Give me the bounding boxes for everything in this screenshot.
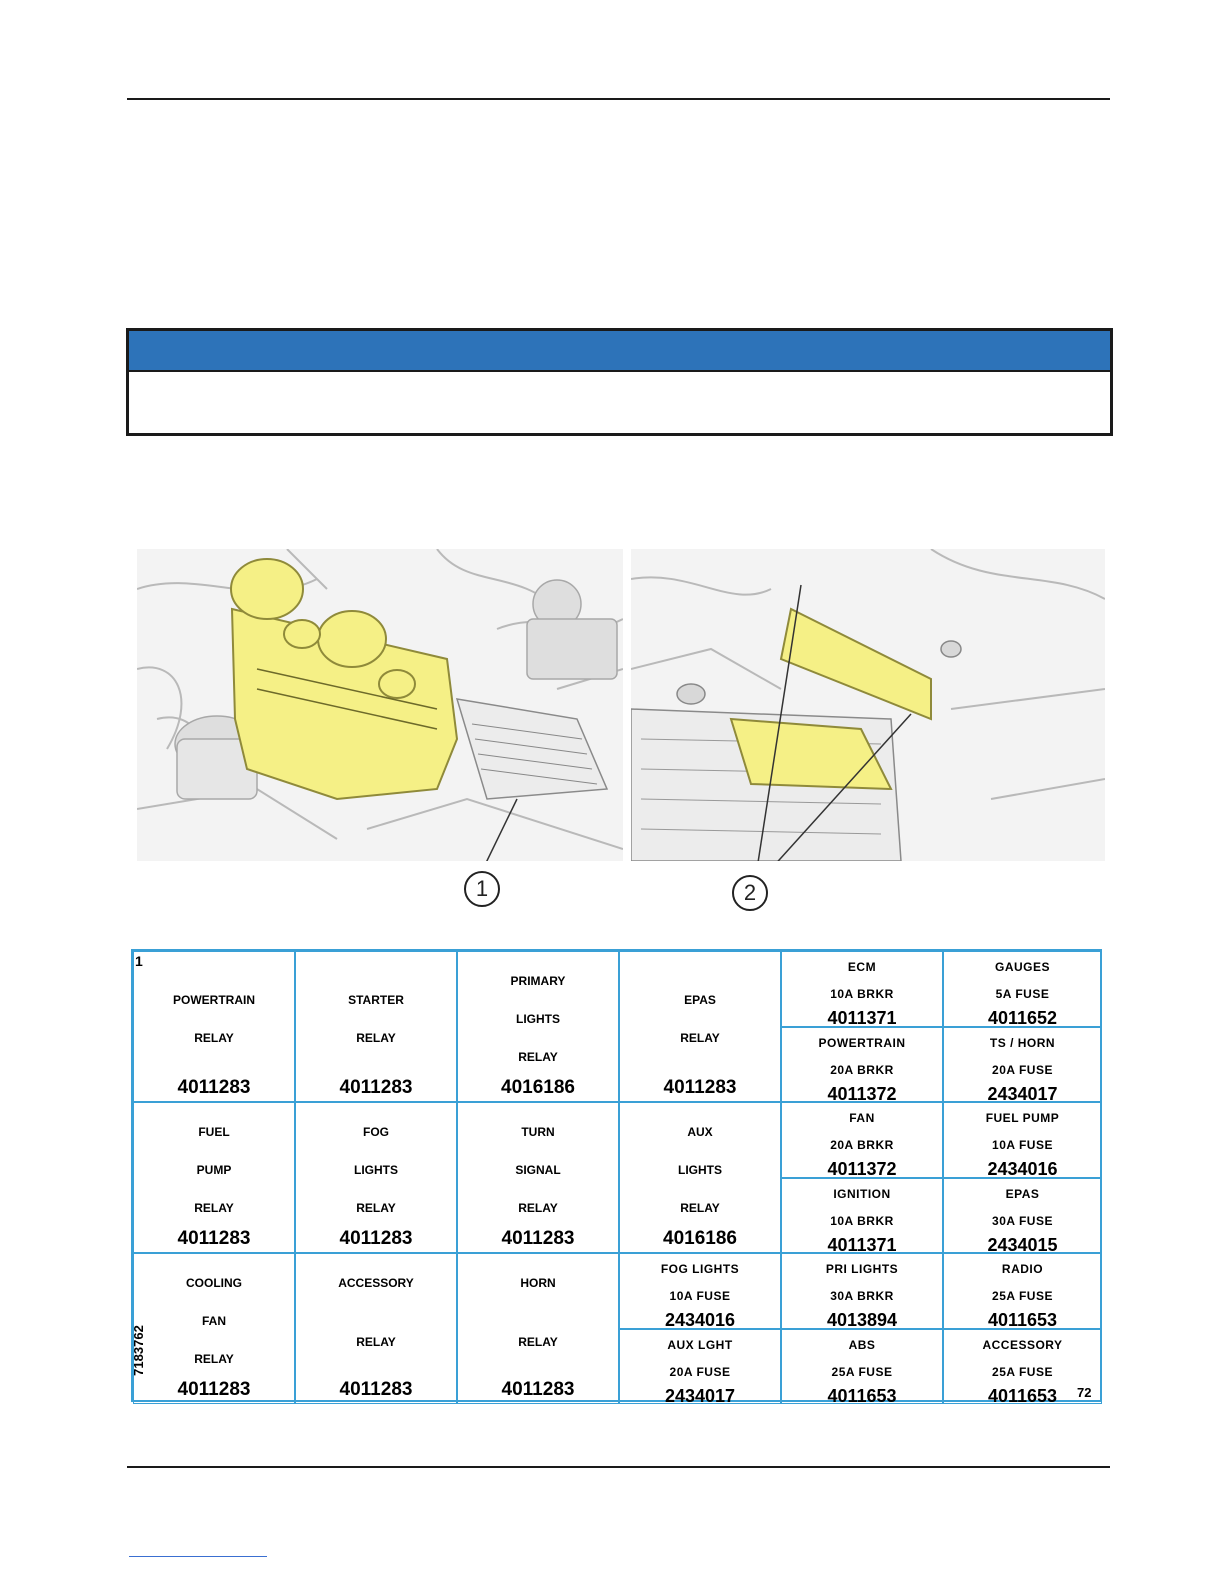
relay-cell [133,951,295,1102]
fuse-part-number: 4011372 [827,1083,897,1104]
panel-corner-label: 1 [135,953,143,969]
fuse-cell [781,1102,943,1178]
relay-name-line: RELAY [356,1201,396,1215]
fuse-rating: 25A FUSE [831,1364,893,1379]
fuse-name: FAN [849,1111,875,1125]
notice-header-bar [129,331,1110,372]
fuse-rating: 10A FUSE [992,1138,1053,1152]
relay-part-number: 4011283 [501,1228,575,1249]
relay-cell [130,1253,295,1404]
fuse-name: TS / HORN [989,1035,1056,1050]
fuse-cell [943,1329,1102,1405]
fuse-part-number: 4011371 [827,1234,897,1255]
fuse-part-number: 2434015 [987,1234,1058,1255]
fuse-cell [781,1027,943,1103]
fuse-name: ACCESSORY [982,1337,1063,1352]
relay-name-line: RELAY [194,1201,234,1215]
relay-cell [295,1102,457,1253]
fuse-name: ABS [848,1337,876,1352]
fuse-rating: 25A FUSE [992,1364,1053,1379]
fuse-rating: 10A BRKR [830,987,894,1001]
relay-part-number: 4016186 [663,1228,737,1249]
fuse-part-number: 2434016 [987,1159,1058,1179]
fuse-part-number: 2434017 [987,1083,1058,1104]
relay-cell [133,1102,295,1253]
relay-name-line: SIGNAL [515,1163,561,1177]
fuse-cell [943,951,1102,1027]
relay-name-line: PUMP [196,1163,232,1177]
relay-part-number: 4011283 [663,1077,737,1098]
fuse-cell [943,1027,1102,1103]
relay-name-line: RELAY [518,1201,558,1215]
relay-name-line: RELAY [356,1031,396,1045]
relay-name-line: FAN [202,1314,226,1328]
fuse-cell [781,1178,943,1254]
fuse-cell [943,1253,1102,1329]
fuse-cell [619,1329,781,1405]
footer-link-underline [129,1556,267,1557]
relay-part-number: 4011283 [177,1228,251,1249]
relay-part-number: 4011283 [177,1077,251,1098]
fuse-part-number: 4013894 [826,1310,898,1330]
fuse-cell [781,1329,943,1405]
relay-cell [295,1253,457,1404]
relay-cell [457,1102,619,1253]
relay-part-number: 4011283 [339,1228,413,1249]
relay-part-number: 4011283 [501,1379,575,1400]
relay-name-line: HORN [520,1276,556,1290]
fuse-part-number: 4011371 [827,1008,897,1028]
callout-1: 1 [464,871,500,907]
relay-name-line: RELAY [518,1050,558,1064]
relay-name-line: RELAY [356,1335,396,1349]
fuse-cell [943,1178,1102,1254]
fuse-cell [781,1253,943,1329]
relay-name-line: TURN [521,1125,555,1139]
fuse-part-number: 4011372 [827,1159,897,1179]
footer-rule [127,1466,1110,1468]
fuse-name: FOG LIGHTS [660,1262,740,1276]
relay-name-line: FOG [363,1125,389,1139]
relay-name-line: FUEL [198,1125,230,1139]
relay-name-line: POWERTRAIN [173,993,255,1007]
fuse-rating: 10A BRKR [830,1213,894,1228]
fuse-rating: 20A BRKR [830,1062,894,1077]
fuse-rating: 10A FUSE [669,1289,731,1303]
relay-name-line: ACCESSORY [338,1276,414,1290]
photo-fuse-box-cover [631,549,1105,861]
fuse-part-number: 2434017 [664,1385,736,1406]
fuse-cell [781,951,943,1027]
fuse-rating: 30A FUSE [992,1213,1053,1228]
relay-name-line: AUX [687,1125,713,1139]
notice-box [126,328,1113,436]
relay-name-line: COOLING [186,1276,242,1290]
fuse-panel-label-grid [130,949,1102,1406]
fuse-rating: 5A FUSE [995,987,1050,1001]
fuse-name: AUX LGHT [667,1337,733,1352]
fuse-part-number: 4011652 [987,1008,1058,1028]
fuse-part-number: 4011653 [987,1385,1058,1406]
relay-cell [457,951,619,1102]
relay-name-line: LIGHTS [678,1163,722,1177]
fuse-cell [943,1102,1102,1178]
fuse-part-number: 4011653 [987,1310,1058,1330]
photo-fuse-box-location [137,549,623,861]
callout-2: 2 [732,875,768,911]
relay-name-line: PRIMARY [510,974,566,988]
fuse-name: GAUGES [994,960,1050,974]
panel-side-code: 7183762 [130,1325,146,1376]
relay-name-line: STARTER [348,993,404,1007]
fuse-part-number: 4011653 [827,1385,897,1406]
fuse-name: RADIO [1001,1262,1044,1276]
relay-name-line: RELAY [680,1031,720,1045]
relay-name-line: RELAY [680,1201,720,1215]
panel-corner-code: 72 [1077,1385,1092,1400]
fuse-rating: 20A FUSE [992,1062,1053,1077]
relay-part-number: 4011283 [339,1379,413,1400]
header-rule [127,98,1110,100]
fuse-name: EPAS [1005,1186,1040,1201]
relay-part-number: 4011283 [339,1077,413,1098]
fuse-name: FUEL PUMP [985,1111,1060,1125]
fuse-name: ECM [847,960,877,974]
fuse-rating: 20A FUSE [669,1364,731,1379]
relay-part-number: 4016186 [501,1077,575,1098]
relay-part-number: 4011283 [177,1379,251,1400]
relay-cell [457,1253,619,1404]
relay-cell [619,1102,781,1253]
fuse-rating: 20A BRKR [830,1138,894,1152]
relay-name-line: RELAY [194,1031,234,1045]
fuse-part-number: 2434016 [664,1310,736,1330]
fuse-name: POWERTRAIN [818,1035,906,1050]
relay-name-line: LIGHTS [354,1163,398,1177]
fuse-rating: 30A BRKR [830,1289,894,1303]
relay-cell [295,951,457,1102]
relay-name-line: RELAY [194,1352,234,1366]
fuse-name: IGNITION [833,1186,891,1201]
fuse-rating: 25A FUSE [992,1289,1053,1303]
relay-name-line: EPAS [684,993,716,1007]
relay-name-line: RELAY [518,1335,558,1349]
relay-cell [619,951,781,1102]
fuse-name: PRI LIGHTS [825,1262,899,1276]
fuse-cell [619,1253,781,1329]
relay-name-line: LIGHTS [516,1012,560,1026]
